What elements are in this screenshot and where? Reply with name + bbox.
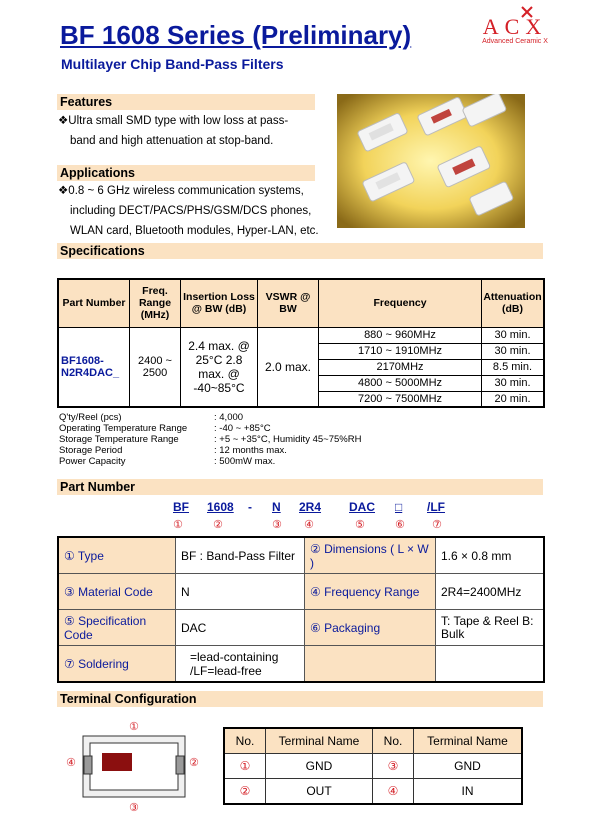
terminal-table — [223, 727, 523, 805]
part-code: 1608 — [207, 500, 234, 514]
condition-row — [59, 412, 361, 423]
part-code: BF — [173, 500, 189, 514]
logo-main: ACX — [482, 14, 548, 39]
pn-label: ⑦ Soldering — [58, 646, 176, 683]
features-line-2: band and high attenuation at stop-band. — [70, 135, 274, 147]
pn-label: ③ Material Code — [58, 574, 176, 610]
terminal-header: Terminal Name — [266, 728, 373, 754]
part-number-heading: Part Number — [57, 479, 543, 495]
condition-value: : 500mW max. — [214, 456, 276, 467]
part-code: /LF — [427, 500, 445, 514]
condition-label: Storage Period — [59, 445, 123, 456]
terminal-no: ① — [224, 754, 266, 779]
spec-attenuation: 20 min. — [482, 391, 545, 407]
features-line-1: ❖Ultra small SMD type with low loss at pass- — [58, 115, 289, 127]
page-subtitle: Multilayer Chip Band-Pass Filters — [61, 56, 284, 72]
pn-label: ④ Frequency Range — [305, 574, 436, 610]
applications-line-2: including DECT/PACS/PHS/GSM/DCS phones, — [70, 205, 312, 217]
product-photo — [337, 94, 525, 228]
terminal-name: GND — [414, 754, 523, 779]
spec-insertion-loss: 2.4 max. @ 25°C 2.8 max. @ -40~85°C — [181, 327, 258, 407]
terminal-label-bottom: ③ — [129, 802, 139, 814]
spec-header-frequency: Frequency — [319, 279, 482, 327]
condition-row — [59, 445, 361, 456]
condition-row — [59, 423, 361, 434]
part-code-number: ⑥ — [395, 519, 405, 531]
condition-label: Storage Temperature Range — [59, 434, 179, 445]
part-code-number: ① — [173, 519, 183, 531]
terminal-name: OUT — [266, 779, 373, 805]
part-code: N — [272, 500, 281, 514]
part-code-number: ⑦ — [432, 519, 442, 531]
condition-value: : +5 ~ +35°C, Humidity 45~75%RH — [214, 434, 362, 445]
spec-frequency: 1710 ~ 1910MHz — [319, 343, 482, 359]
applications-line-1: ❖0.8 ~ 6 GHz wireless communication systems, — [58, 185, 304, 197]
spec-frequency: 4800 ~ 5000MHz — [319, 375, 482, 391]
terminal-diagram — [66, 720, 206, 815]
condition-label: Operating Temperature Range — [59, 423, 188, 434]
part-code-number: ⑤ — [355, 519, 365, 531]
part-code: - — [248, 500, 252, 514]
features-text — [58, 111, 288, 151]
terminal-no: ② — [224, 779, 266, 805]
spec-frequency: 880 ~ 960MHz — [319, 327, 482, 343]
terminal-name: GND — [266, 754, 373, 779]
condition-row — [59, 456, 361, 467]
pn-value: 2R4=2400MHz — [436, 574, 545, 610]
terminal-heading: Terminal Configuration — [57, 691, 543, 707]
condition-label: Q'ty/Reel (pcs) — [59, 412, 122, 423]
part-number-table — [57, 536, 545, 683]
pn-label: ① Type — [58, 537, 176, 574]
part-code-line — [0, 500, 611, 516]
specifications-heading: Specifications — [57, 243, 543, 259]
logo-star-icon — [520, 5, 534, 19]
terminal-header: Terminal Name — [414, 728, 523, 754]
pn-value — [436, 646, 545, 683]
terminal-no: ③ — [373, 754, 414, 779]
spec-header-attenuation: Attenuation (dB) — [482, 279, 545, 327]
part-code-number: ② — [213, 519, 223, 531]
pn-value: 1.6 × 0.8 mm — [436, 537, 545, 574]
terminal-header: No. — [224, 728, 266, 754]
terminal-label-left: ④ — [66, 757, 76, 769]
pn-value: BF : Band-Pass Filter — [176, 537, 305, 574]
terminal-label-top: ① — [129, 721, 139, 733]
company-logo — [470, 14, 560, 45]
spec-header-vswr: VSWR @ BW — [258, 279, 319, 327]
applications-line-3: WLAN card, Bluetooth modules, Hyper-LAN, etc. — [70, 225, 319, 237]
terminal-label-right: ② — [189, 757, 199, 769]
specifications-table — [57, 278, 545, 408]
spec-frequency: 7200 ~ 7500MHz — [319, 391, 482, 407]
logo-sub: Advanced Ceramic X — [482, 38, 548, 45]
spec-part-number: BF1608-N2R4DAC_ — [58, 327, 130, 407]
condition-value: : -40 ~ +85°C — [214, 423, 271, 434]
pn-value: T: Tape & Reel B: Bulk — [436, 610, 545, 646]
features-heading: Features — [57, 94, 315, 110]
part-code: □ — [395, 500, 403, 514]
spec-header-insertion: Insertion Loss @ BW (dB) — [181, 279, 258, 327]
conditions-list — [59, 412, 361, 467]
condition-value: : 4,000 — [214, 412, 244, 423]
part-code: DAC — [349, 500, 375, 514]
chip-diagram — [82, 735, 186, 798]
terminal-name: IN — [414, 779, 523, 805]
pn-value: N — [176, 574, 305, 610]
chip-photo-illustration — [337, 94, 525, 228]
condition-label: Power Capacity — [59, 456, 126, 467]
terminal-no: ④ — [373, 779, 414, 805]
condition-value: : 12 months max. — [214, 445, 287, 456]
spec-header-part: Part Number — [58, 279, 130, 327]
spec-attenuation: 8.5 min. — [482, 359, 545, 375]
spec-attenuation: 30 min. — [482, 375, 545, 391]
pn-value: =lead-containing /LF=lead-free — [176, 646, 305, 683]
spec-header-freq-range: Freq. Range (MHz) — [130, 279, 181, 327]
part-code-number: ③ — [272, 519, 282, 531]
pn-label: ② Dimensions ( L × W ) — [305, 537, 436, 574]
part-code-numbers — [0, 518, 611, 532]
pn-label: ⑥ Packaging — [305, 610, 436, 646]
applications-text — [58, 181, 319, 241]
pn-label: ⑤ Specification Code — [58, 610, 176, 646]
applications-heading: Applications — [57, 165, 315, 181]
spec-frequency: 2170MHz — [319, 359, 482, 375]
pn-label — [305, 646, 436, 683]
spec-freq-range: 2400 ~ 2500 — [130, 327, 181, 407]
page-title: BF 1608 Series (Preliminary) — [60, 20, 412, 50]
spec-attenuation: 30 min. — [482, 327, 545, 343]
spec-vswr: 2.0 max. — [258, 327, 319, 407]
terminal-header: No. — [373, 728, 414, 754]
pn-value: DAC — [176, 610, 305, 646]
part-code-number: ④ — [304, 519, 314, 531]
part-code: 2R4 — [299, 500, 322, 514]
spec-attenuation: 30 min. — [482, 343, 545, 359]
condition-row — [59, 434, 361, 445]
